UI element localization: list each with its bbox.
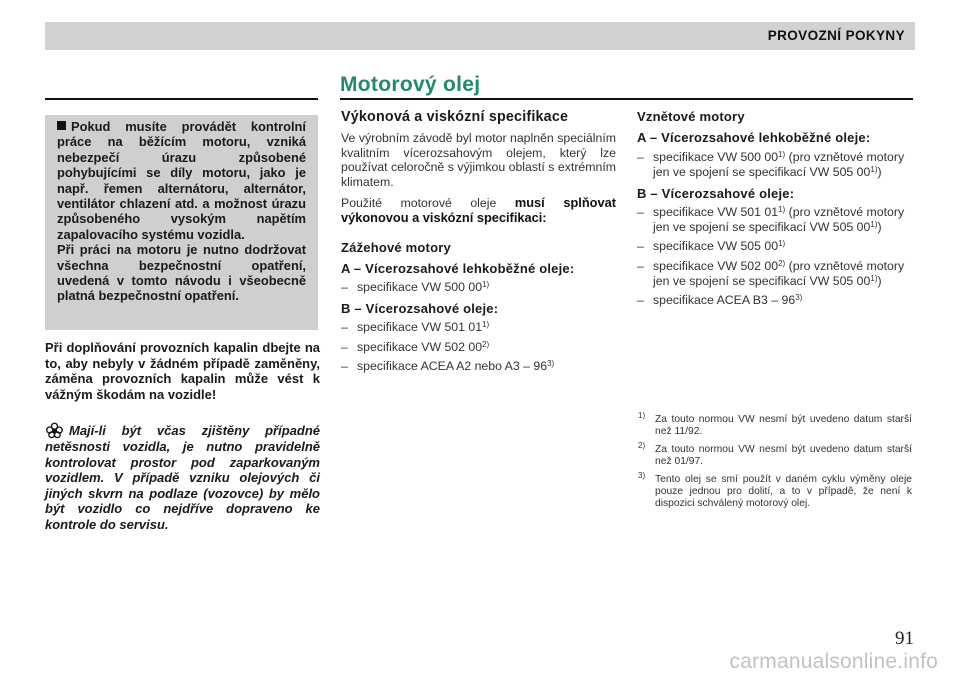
petrol-engines-heading: Zážehové motory [341, 239, 451, 255]
item-text: specifikace VW 505 00 [653, 239, 779, 254]
item-text: specifikace VW 502 00 [653, 258, 779, 273]
fluid-note: Při doplňování provozních kapalin dbejte na to, aby nebyly v žádném případě zaměněny, záměna provozních kapalin může vést k vážným škodám na vozidle! [45, 340, 320, 402]
list-item [341, 340, 616, 355]
eco-note-text: Mají-li být včas zjištěny případné netěsnosti vozidla, je nutno pravidelně kontrolovat prostor pod zaparkovaným vozidlem. V případě vzniku olejových či jiných skvrn na podlaze (vozovce) by mělo být vozidlo co nejdříve dopraveno ke kontrole do servisu. [45, 423, 320, 532]
section-title: Motorový olej [340, 73, 481, 96]
diesel-b-heading: B – Vícerozsahové oleje: [637, 186, 795, 202]
dash: – [637, 150, 644, 164]
footnote-text: Tento olej se smí použít v daném cyklu výměny oleje pouze jednou pro dolití, a to v případě, že není k dispozici schválený motorový olej. [655, 473, 912, 510]
footnote-text: Za touto normou VW nesmí být uvedeno datum starší než 01/97. [655, 443, 912, 468]
petrol-a-list [341, 280, 616, 295]
list-item [637, 150, 912, 179]
footnote-mark: 3) [638, 470, 646, 480]
dash: – [637, 239, 644, 254]
footnote-mark: 1) [870, 219, 878, 229]
list-item [637, 239, 912, 254]
diesel-engines-heading: Vznětové motory [637, 109, 745, 124]
item-text: specifikace VW 501 01 [653, 205, 779, 220]
list-item [341, 280, 616, 295]
footnote-mark: 3) [795, 293, 803, 303]
dash: – [341, 320, 348, 335]
header-title: PROVOZNÍ POKYNY [767, 28, 905, 43]
warning-text-1: Pokud musíte provádět kontrolní práce na běžícím motoru, vzniká nebezpečí úrazu způsobené pohybujícími se díly motoru, jako je např. řemen alternátoru, alternátor, ventilátor chlazení atd. a možnost úrazu způsobeného vysokým napětím zapalovacího systému vozidla. [57, 119, 306, 242]
list-item [341, 359, 616, 374]
diesel-a-list [637, 150, 912, 179]
footnote-mark: 1) [870, 273, 878, 283]
dash: – [637, 205, 644, 220]
dash: – [341, 359, 348, 374]
spec-paragraph-1: Ve výrobním závodě byl motor naplněn speciálním kvalitním vícerozsahovým olejem, který lze používat celoročně s výjimkou oblastí s extrémním klimatem. [341, 131, 616, 189]
spec-paragraph-2-bold: musí splňovat výkonovou a viskózní specifikaci: [341, 195, 616, 225]
header-bar [45, 22, 915, 50]
watermark: carmanualsonline.info [729, 650, 938, 673]
environment-flower-icon [45, 422, 64, 439]
petrol-b-list [341, 320, 616, 374]
left-rule [45, 98, 318, 100]
footnote-mark: 1) [482, 320, 490, 330]
page-number: 91 [895, 628, 914, 649]
footnote-mark: 3) [547, 359, 555, 369]
footnote-mark: 1) [778, 205, 786, 215]
diesel-b-list [637, 205, 912, 308]
footnote-mark: 2) [638, 440, 646, 450]
spec-column-middle [341, 109, 616, 374]
item-text: specifikace VW 500 00 [357, 279, 483, 294]
eco-note [45, 422, 320, 533]
footnote [637, 411, 912, 439]
list-item [637, 259, 912, 288]
footnote-mark: 1) [778, 239, 786, 249]
spec-column-right [637, 109, 912, 308]
petrol-a-heading: A – Vícerozsahové lehkoběžné oleje: [341, 260, 575, 276]
dash: – [637, 258, 644, 273]
item-text-rest: (pro vznětové motory jen ve spojení se specifikací VW 505 00 [653, 258, 905, 288]
item-text: specifikace VW 501 01 [357, 320, 483, 335]
diesel-a-heading: A – Vícerozsahové lehkoběžné oleje: [637, 130, 871, 145]
item-text: specifikace ACEA A2 nebo A3 – 96 [357, 359, 548, 374]
footnote-text: Za touto normou VW nesmí být uvedeno datum starší než 11/92. [655, 414, 912, 438]
dash: – [341, 279, 348, 294]
warning-box [45, 115, 318, 330]
footnote-mark: 1) [638, 411, 646, 420]
footnote-mark: 1) [870, 164, 878, 174]
footnote-mark: 2) [778, 258, 786, 268]
item-text-end: ) [877, 219, 882, 234]
footnotes [637, 411, 912, 516]
list-item [637, 293, 912, 308]
item-text: specifikace ACEA B3 – 96 [653, 293, 796, 308]
spec-heading: Výkonová a viskózní specifikace [341, 109, 569, 125]
item-text-rest: (pro vznětové motory jen ve spojení se specifikací VW 505 00 [653, 205, 905, 234]
item-text: specifikace VW 502 00 [357, 339, 483, 354]
petrol-b-heading: B – Vícerozsahové oleje: [341, 301, 499, 317]
spec-paragraph-2 [341, 196, 616, 225]
warning-text-2: Při práci na motoru je nutno dodržovat všechna bezpečnostní opatření, uvedená v tomto návodu i všeobecně platná bezpečnostní opatření. [57, 242, 306, 304]
warning-square-icon [57, 121, 66, 130]
item-text: specifikace VW 500 00 [653, 150, 779, 164]
warning-text [57, 119, 306, 242]
footnote-mark: 2) [482, 339, 490, 349]
footnote [637, 470, 912, 511]
item-text-rest: (pro vznětové motory jen ve spojení se specifikací VW 505 00 [653, 150, 905, 179]
footnote-mark: 1) [778, 150, 786, 159]
footnote [637, 440, 912, 469]
item-text-end: ) [877, 273, 882, 288]
list-item [341, 320, 616, 335]
main-rule [340, 98, 913, 100]
footnote-mark: 1) [482, 279, 490, 289]
dash: – [341, 339, 348, 354]
item-text-end: ) [877, 164, 882, 179]
spec-paragraph-2-text: Použité motorové oleje [341, 196, 497, 211]
list-item [637, 205, 912, 234]
dash: – [637, 293, 644, 308]
